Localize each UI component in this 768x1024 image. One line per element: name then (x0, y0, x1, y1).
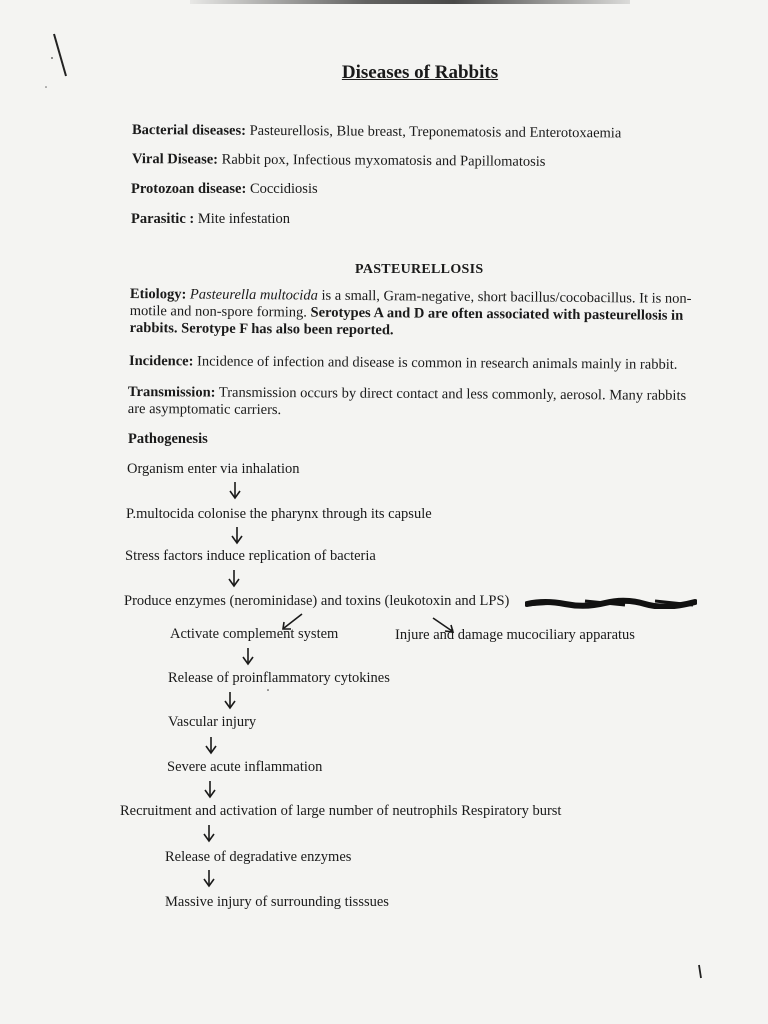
step-inhalation: Organism enter via inhalation (127, 461, 300, 477)
bacterial-diseases-line (132, 122, 621, 142)
arrow-down-icon (225, 692, 235, 708)
incidence-text: Incidence of infection and disease is common in research animals mainly in rabbit. (197, 353, 678, 373)
bacterial-text: Pasteurellosis, Blue breast, Treponematosis and Enterotoxaemia (249, 122, 622, 142)
parasitic-text: Mite infestation (197, 211, 291, 227)
incidence-label: Incidence: (128, 353, 194, 370)
viral-disease-line (132, 151, 546, 171)
step-colonise: P.multocida colonise the pharynx through its capsule (126, 506, 432, 522)
arrow-down-icon (243, 648, 253, 664)
arrow-down-icon (230, 482, 240, 498)
step-degradative: Release of degradative enzymes (165, 849, 352, 865)
etiology-serotypes: Serotypes A and D are often associated with pasteurellosis in rabbits. Serotype F has also been reported. (129, 304, 684, 339)
step-stress: Stress factors induce replication of bacteria (125, 548, 376, 564)
viral-text: Rabbit pox, Infectious myxomatosis and Papillomatosis (221, 151, 546, 170)
crossed-out-scribble (525, 597, 697, 609)
transmission-paragraph (128, 384, 703, 422)
page-title: Diseases of Rabbits (341, 62, 499, 83)
viral-label: Viral Disease: (131, 151, 219, 168)
margin-tick-mark (694, 962, 706, 982)
section-title: PASTEURELLOSIS (355, 262, 484, 277)
transmission-text: Transmission occurs by direct contact and less commonly, aerosol. Many rabbits are asymptomatic carriers. (127, 384, 687, 419)
scan-top-edge (190, 0, 630, 4)
protozoan-text: Coccidiosis (249, 181, 318, 197)
pathogenesis-heading: Pathogenesis (128, 431, 208, 447)
arrow-down-icon (229, 570, 239, 586)
step-cytokines: Release of proinflammatory cytokines (168, 670, 390, 686)
arrow-down-icon (232, 527, 242, 543)
step-complement: Activate complement system (170, 626, 339, 642)
transmission-label: Transmission: (127, 384, 216, 401)
step-mucociliary: Injure and damage mucociliary apparatus (395, 627, 635, 643)
incidence-line (129, 353, 678, 374)
step-tissue-injury: Massive injury of surrounding tisssues (165, 894, 389, 910)
etiology-organism: Pasteurella multocida (189, 286, 318, 304)
arrow-down-icon (205, 781, 215, 797)
bacterial-label: Bacterial diseases: (131, 122, 247, 139)
etiology-label: Etiology: (129, 286, 187, 303)
etiology-text: is a small, Gram-negative, short bacillus/cocobacillus. It is non-motile and non-spore forming. (129, 287, 692, 321)
protozoan-label: Protozoan disease: (131, 181, 247, 197)
arrow-down-icon (206, 737, 216, 753)
step-neutrophils: Recruitment and activation of large number of neutrophils Respiratory burst (120, 803, 562, 819)
parasitic-line (131, 211, 290, 228)
etiology-paragraph (130, 286, 705, 342)
step-vascular: Vascular injury (168, 714, 257, 730)
step-inflammation: Severe acute inflammation (167, 759, 323, 775)
step-enzymes: Produce enzymes (nerominidase) and toxins (leukotoxin and LPS) (124, 593, 510, 609)
protozoan-disease-line (131, 181, 318, 198)
arrow-down-icon (204, 870, 214, 886)
arrow-down-icon (204, 825, 214, 841)
parasitic-label: Parasitic : (131, 211, 195, 227)
